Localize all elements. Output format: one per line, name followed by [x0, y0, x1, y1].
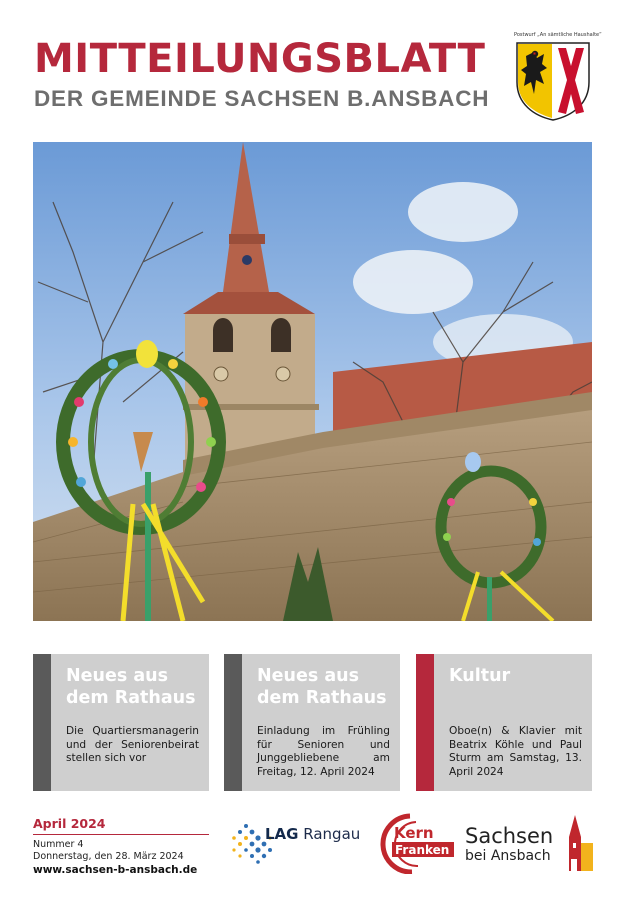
card-heading: Neues aus dem Rathaus — [66, 666, 196, 708]
website-link[interactable]: www.sachsen-b-ansbach.de — [33, 864, 198, 876]
card-text: Einladung im Frühling für Senioren und Junggebliebene am Freitag, 12. April 2024 — [257, 725, 390, 778]
info-card-rathaus-2 — [224, 654, 400, 791]
franken-word: Franken — [395, 843, 450, 857]
card-text: Die Quartiersmanagerin und der Seniorenbeirat stellen sich vor — [66, 725, 199, 764]
divider — [33, 834, 209, 835]
church-tower-icon — [563, 813, 595, 875]
issue-date: Donnerstag, den 28. März 2024 — [33, 851, 184, 862]
card-text: Oboe(n) & Klavier mit Beatrix Köhle und Paul Sturm am Samstag, 13. April 2024 — [449, 725, 582, 778]
sachsen-logo-line1: Sachsen — [465, 824, 554, 848]
kernfranken-logo-icon — [372, 812, 458, 874]
kern-word: Kern — [394, 824, 434, 842]
card-heading: Kultur — [449, 666, 511, 686]
cover-photo — [33, 142, 592, 621]
info-card-rathaus-1 — [33, 654, 209, 791]
lag-rangau-logo: LAG Rangau — [265, 825, 361, 843]
page-subtitle: DER GEMEINDE SACHSEN B.ANSBACH — [34, 86, 490, 111]
postal-note: Postwurf „An sämtliche Haushalte“ — [514, 32, 602, 38]
info-card-kultur — [416, 654, 592, 791]
issue-info — [33, 816, 211, 876]
issue-month: April 2024 — [33, 816, 106, 831]
card-heading: Neues aus dem Rathaus — [257, 666, 387, 708]
coat-of-arms-icon — [514, 40, 592, 122]
page-title: MITTEILUNGSBLATT — [34, 36, 486, 82]
issue-number: Nummer 4 — [33, 839, 84, 850]
sachsen-logo-line2: bei Ansbach — [465, 848, 551, 864]
